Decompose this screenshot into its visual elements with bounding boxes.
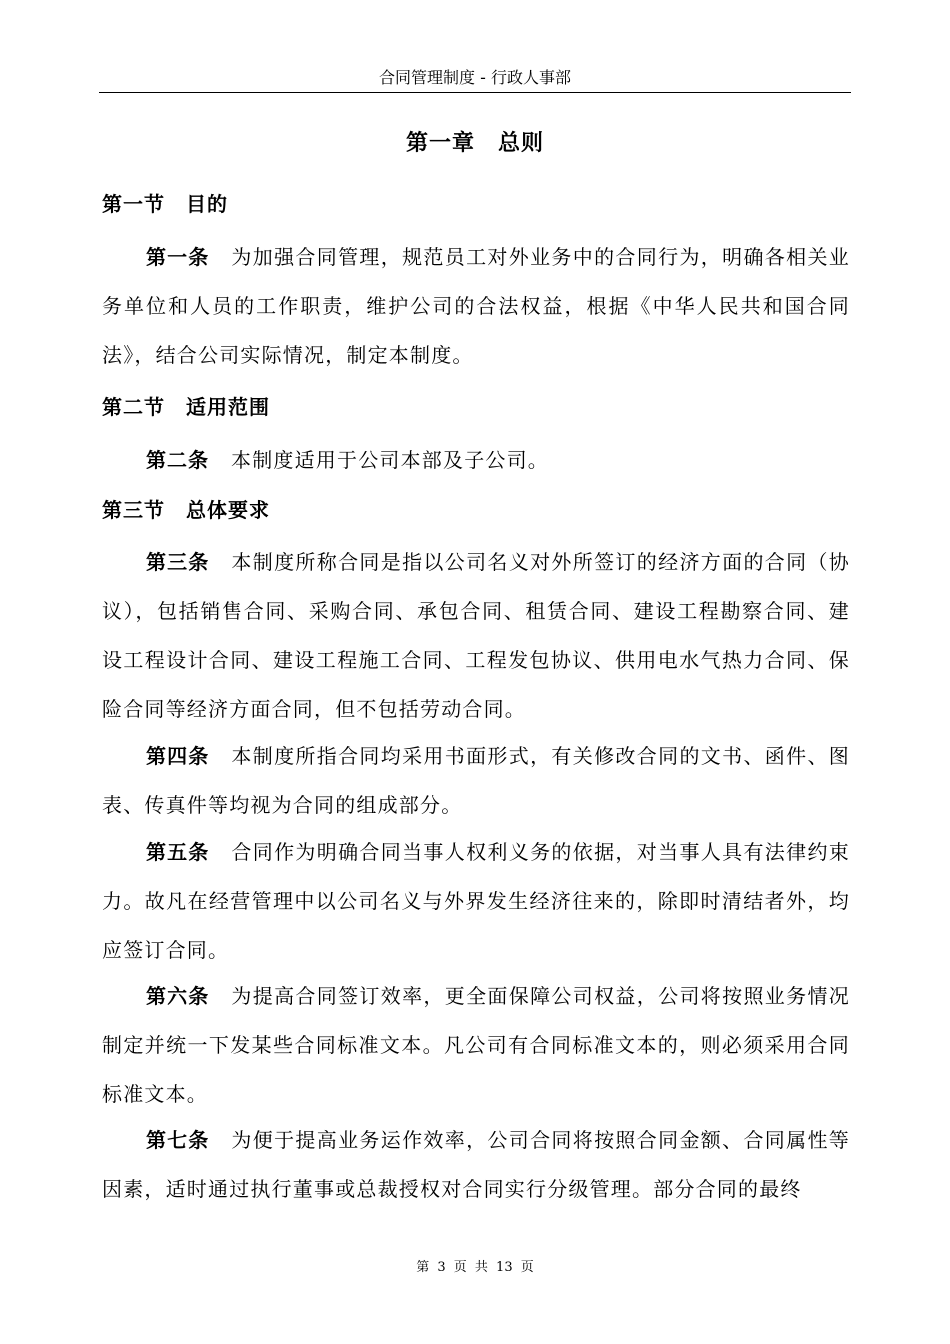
- article-number: 第五条: [146, 840, 210, 864]
- section-title-purpose: 第一节 目的: [102, 192, 228, 216]
- article-6: [102, 972, 850, 1119]
- article-text: 本制度所指合同均采用书面形式，有关修改合同的文书、函件、图表、传真件等均视为合同的组成部分。: [102, 744, 850, 817]
- article-1: [102, 233, 850, 380]
- header-divider: [99, 92, 851, 93]
- article-text: 为便于提高业务运作效率，公司合同将按照合同金额、合同属性等因素，适时通过执行董事或总裁授权对合同实行分级管理。部分合同的最终: [102, 1128, 850, 1201]
- article-text: 为提高合同签订效率，更全面保障公司权益，公司将按照业务情况制定并统一下发某些合同标准文本。凡公司有合同标准文本的，则必须采用合同标准文本。: [102, 984, 850, 1106]
- article-7: [102, 1116, 850, 1214]
- article-number: 第四条: [146, 744, 210, 768]
- article-3: [102, 538, 850, 734]
- article-text: 本制度适用于公司本部及子公司。: [231, 448, 549, 472]
- chapter-title: 第一章 总则: [405, 131, 544, 156]
- page-header: 合同管理制度 - 行政人事部: [379, 68, 571, 87]
- article-text: 为加强合同管理，规范员工对外业务中的合同行为，明确各相关业务单位和人员的工作职责，维护公司的合法权益，根据《中华人民共和国合同法》，结合公司实际情况，制定本制度。: [102, 245, 850, 367]
- article-number: 第一条: [146, 245, 210, 269]
- article-number: 第二条: [146, 448, 209, 472]
- section-title-requirements: 第三节 总体要求: [102, 498, 270, 522]
- article-text: 本制度所称合同是指以公司名义对外所签订的经济方面的合同（协议），包括销售合同、采购合同、承包合同、租赁合同、建设工程勘察合同、建设工程设计合同、建设工程施工合同、工程发包协议、供用电水气热力合同、保险合同等经济方面合同，但不包括劳动合同。: [102, 550, 850, 721]
- article-number: 第六条: [146, 984, 210, 1008]
- article-number: 第三条: [146, 550, 210, 574]
- section-title-scope: 第二节 适用范围: [102, 395, 270, 419]
- article-4: [102, 732, 850, 830]
- article-text: 合同作为明确合同当事人权利义务的依据，对当事人具有法律约束力。故凡在经营管理中以公司名义与外界发生经济往来的，除即时清结者外，均应签订合同。: [102, 840, 850, 962]
- article-2: [102, 436, 850, 485]
- page-number: 第 3 页 共 13 页: [416, 1260, 534, 1275]
- article-5: [102, 828, 850, 975]
- article-number: 第七条: [146, 1128, 210, 1152]
